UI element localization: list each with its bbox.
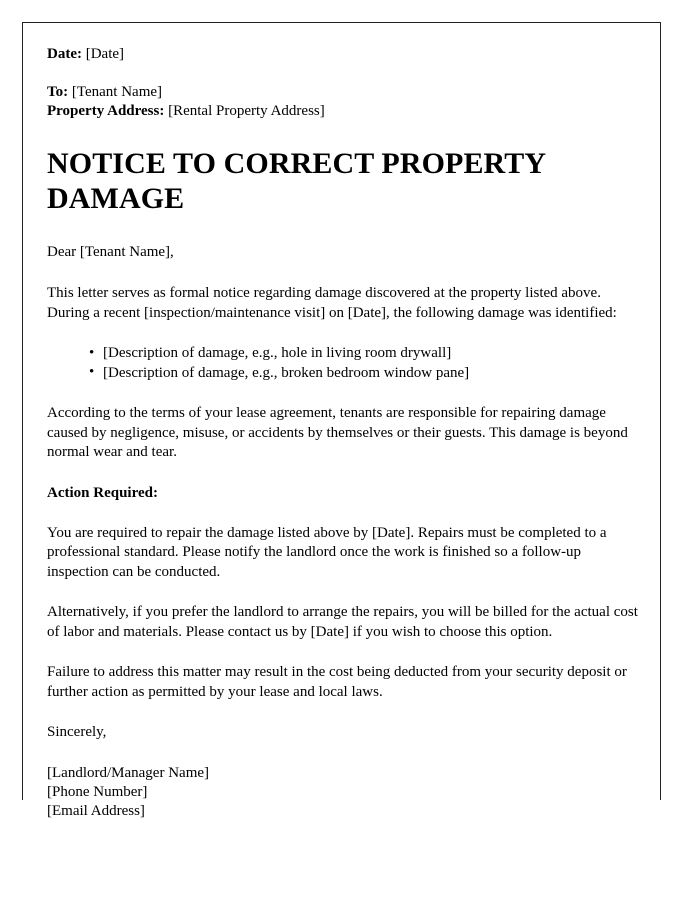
damage-list <box>47 344 642 383</box>
recipient-block <box>47 83 642 121</box>
salutation: Dear [Tenant Name], <box>47 244 174 260</box>
signer-name: [Landlord/Manager Name] <box>47 765 210 781</box>
signer-phone: [Phone Number] <box>47 784 148 800</box>
property-address-label: Property Address: <box>47 103 165 119</box>
signer-email: [Email Address] <box>47 803 145 819</box>
to-value: [Tenant Name] <box>71 84 163 100</box>
date-line <box>47 45 642 64</box>
document-page <box>22 22 661 819</box>
action-paragraph: You are required to repair the damage listed above by [Date]. Repairs must be completed to a professional standard. Please notify the landlord once the work is finished so a follow-up inspection can be conducted. <box>47 524 607 580</box>
to-label: To: <box>47 84 69 100</box>
page-title: NOTICE TO CORRECT PROPERTY DAMAGE <box>47 147 546 215</box>
consequence-paragraph: Failure to address this matter may result in the cost being deducted from your security deposit or further action as permitted by your lease and local laws. <box>47 664 627 700</box>
property-address-value: [Rental Property Address] <box>168 103 325 119</box>
alternative-paragraph: Alternatively, if you prefer the landlord to arrange the repairs, you will be billed for the actual cost of labor and materials. Please contact us by [Date] if you wish to choose this option. <box>47 604 638 640</box>
signature-block <box>47 764 642 821</box>
document-body <box>47 45 642 821</box>
date-label: Date: <box>47 46 82 62</box>
list-item: • [Description of damage, e.g., hole in living room drywall] <box>89 344 642 364</box>
property-address-line <box>47 102 642 121</box>
date-value: [Date] <box>85 46 125 62</box>
closing-line: Sincerely, <box>47 724 107 740</box>
list-item: • [Description of damage, e.g., broken bedroom window pane] <box>89 364 642 384</box>
intro-paragraph: This letter serves as formal notice regarding damage discovered at the property listed above. During a recent [inspection/maintenance visit] on [Date], the following damage was identified: <box>47 285 617 321</box>
recipient-line <box>47 83 642 102</box>
action-required-heading: Action Required: <box>47 484 158 501</box>
responsibility-paragraph: According to the terms of your lease agreement, tenants are responsible for repairing damage caused by negligence, misuse, or accidents by themselves or their guests. This damage is beyond normal wear and tear. <box>47 405 628 460</box>
